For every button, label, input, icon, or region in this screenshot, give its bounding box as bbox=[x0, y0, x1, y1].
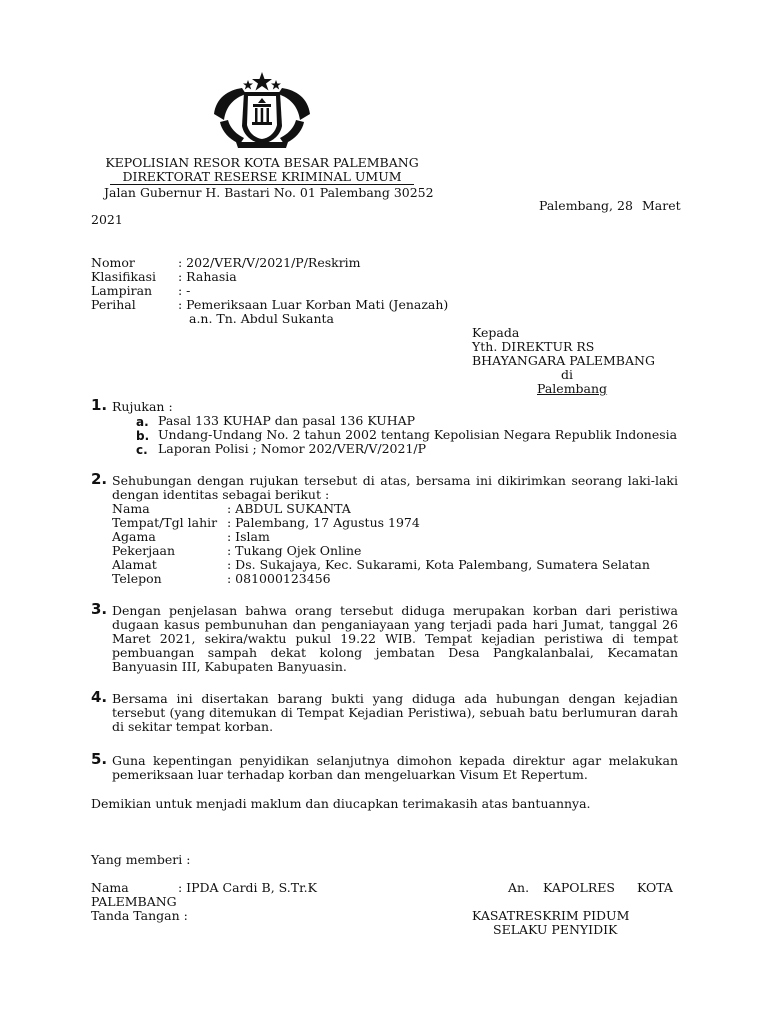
identity-value: : Islam bbox=[227, 529, 270, 544]
identity-value: : ABDUL SUKANTA bbox=[227, 501, 351, 516]
signature-an-line2: PALEMBANG bbox=[91, 894, 177, 909]
klasifikasi-label: Klasifikasi bbox=[91, 269, 156, 284]
section5-text: Guna kepentingan penyidikan selanjutnya dimohon kepada direktur agar melakukan pemeriksaan luar terhadap korban dan mengeluarkan Visum Et Repertum. bbox=[112, 753, 678, 782]
section1-item-marker: c. bbox=[136, 443, 148, 457]
recipient-yth: Yth. DIREKTUR RS bbox=[472, 339, 595, 354]
recipient-org: BHAYANGARA PALEMBANG bbox=[472, 353, 655, 368]
signature-nama-label: Nama bbox=[91, 880, 129, 895]
letterhead-line2: DIREKTORAT RESERSE KRIMINAL UMUM bbox=[122, 169, 402, 184]
section1-item-text: Pasal 133 KUHAP dan pasal 136 KUHAP bbox=[158, 413, 416, 428]
identity-value: : Palembang, 17 Agustus 1974 bbox=[227, 515, 420, 530]
perihal-line2: a.n. Tn. Abdul Sukanta bbox=[189, 311, 334, 326]
section1-item-marker: a. bbox=[136, 415, 149, 429]
date-place: Palembang, bbox=[539, 198, 614, 213]
identity-label: Agama bbox=[112, 529, 156, 544]
signature-an-word2: KOTA bbox=[637, 880, 673, 895]
identity-label: Tempat/Tgl lahir bbox=[112, 515, 218, 530]
perihal-label: Perihal bbox=[91, 297, 136, 312]
section4-number: 4. bbox=[91, 688, 108, 706]
identity-value: : Tukang Ojek Online bbox=[227, 543, 362, 558]
signature-nama-value: : IPDA Cardi B, S.Tr.K bbox=[178, 880, 317, 895]
nomor-label: Nomor bbox=[91, 255, 135, 270]
section4-text: Bersama ini disertakan barang bukti yang diduga ada hubungan dengan kejadian tersebut (yang ditemukan di Tempat Kejadian Peristiwa), sebuah batu berlumuran darah di sekitar tempat korban. bbox=[112, 691, 678, 734]
klasifikasi-value: : Rahasia bbox=[178, 269, 237, 284]
section1-item-text: Laporan Polisi ; Nomor 202/VER/V/2021/P bbox=[158, 441, 427, 456]
closing-statement: Demikian untuk menjadi maklum dan diucapkan terimakasih atas bantuannya. bbox=[91, 796, 591, 811]
signature-an-prefix: An. bbox=[508, 880, 530, 895]
identity-label: Pekerjaan bbox=[112, 543, 176, 558]
section2-text: Sehubungan dengan rujukan tersebut di atas, bersama ini dikirimkan seorang laki-laki dengan identitas sebagai berikut : bbox=[112, 473, 678, 502]
signature-yang-memberi: Yang memberi : bbox=[91, 852, 191, 867]
section2-number: 2. bbox=[91, 470, 108, 488]
section1-item-marker: b. bbox=[136, 429, 150, 443]
identity-label: Alamat bbox=[112, 557, 157, 572]
identity-label: Telepon bbox=[112, 571, 162, 586]
date-year: 2021 bbox=[91, 212, 123, 227]
identity-value: : Ds. Sukajaya, Kec. Sukarami, Kota Palembang, Sumatera Selatan bbox=[227, 557, 650, 572]
letterhead-address: Jalan Gubernur H. Bastari No. 01 Palembang 30252 bbox=[104, 185, 434, 200]
identity-value: : 081000123456 bbox=[227, 571, 331, 586]
section1-item-text: Undang-Undang No. 2 tahun 2002 tentang Kepolisian Negara Republik Indonesia bbox=[158, 427, 678, 442]
signature-an-word1: KAPOLRES bbox=[543, 880, 615, 895]
police-emblem-logo bbox=[206, 70, 318, 150]
perihal-value: : Pemeriksaan Luar Korban Mati (Jenazah) bbox=[178, 297, 449, 312]
letterhead-line1: KEPOLISIAN RESOR KOTA BESAR PALEMBANG bbox=[105, 155, 419, 170]
date-month: Maret bbox=[642, 198, 681, 213]
signature-position2: SELAKU PENYIDIK bbox=[493, 922, 618, 937]
section3-text: Dengan penjelasan bahwa orang tersebut diduga merupakan korban dari peristiwa dugaan kasus pembunuhan dan penganiayaan yang terjadi pada hari Jumat, tanggal 26 Maret 2021, sekira/waktu pukul 19.22 WIB. Tempat kejadian peristiwa di tempat pembuangan sampah dekat kolong jembatan Desa Pangkalanbalai, Kecamatan Banyuasin III, Kabupaten Banyuasin. bbox=[112, 603, 678, 674]
recipient-kepada: Kepada bbox=[472, 325, 520, 340]
signature-tanda-tangan: Tanda Tangan : bbox=[91, 908, 188, 923]
section1-number: 1. bbox=[91, 396, 108, 414]
section1-title: Rujukan : bbox=[112, 399, 173, 414]
recipient-city: Palembang bbox=[537, 381, 608, 396]
section5-number: 5. bbox=[91, 750, 108, 768]
lampiran-value: : - bbox=[178, 283, 191, 298]
signature-position1: KASATRESKRIM PIDUM bbox=[472, 908, 630, 923]
recipient-di: di bbox=[561, 367, 573, 382]
lampiran-label: Lampiran bbox=[91, 283, 153, 298]
identity-label: Nama bbox=[112, 501, 150, 516]
date-day: 28 bbox=[617, 198, 633, 213]
nomor-value: : 202/VER/V/2021/P/Reskrim bbox=[178, 255, 361, 270]
section3-number: 3. bbox=[91, 600, 108, 618]
